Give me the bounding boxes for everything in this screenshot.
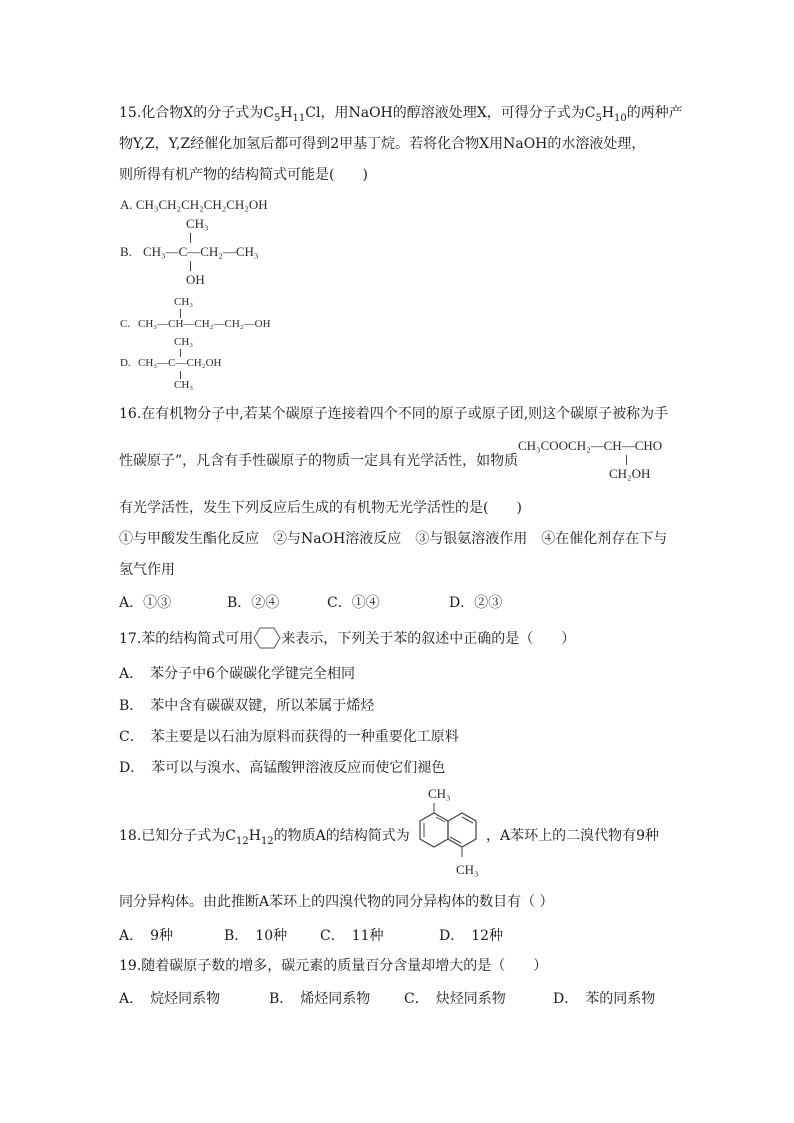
q19-option-c: C． 炔烃同系物: [404, 991, 506, 1007]
q15-option-c-bond: [180, 309, 181, 318]
q18-line-1: 18.已知分子式为$C_{12}H_{12}$的物质A的结构简式为: [119, 828, 410, 847]
q15-option-d-bond-top: [180, 349, 181, 357]
q15-option-d-top-group: CH₃: [174, 336, 194, 348]
q15-option-b-bond-bottom: [190, 261, 191, 271]
q15-option-d-bottom-group: CH₃: [174, 379, 194, 391]
q15-option-b-label: B.: [120, 244, 132, 259]
q19-option-a: A． 烷烃同系物: [119, 991, 221, 1007]
benzene-ring-icon: [253, 627, 281, 649]
q19-option-d: D． 苯的同系物: [553, 991, 656, 1007]
q19-line-1: 19.随着碳原子数的增多，碳元素的质量百分含量却增大的是（ ）: [119, 958, 548, 974]
q17-option-b: B． 苯中含有碳碳双键，所以苯属于烯烃: [119, 698, 375, 714]
q17-option-a: A． 苯分子中6个碳碳化学键完全相同: [119, 666, 356, 682]
q15-line-2: 物Y,Z，Y,Z经催化加氢后都可得到2甲基丁烷。若将化合物X用NaOH的水溶液处理，: [119, 136, 646, 152]
q15-option-d-bond-bottom: [180, 371, 181, 379]
q15-option-c-top-group: CH₃: [174, 296, 194, 308]
q18-option-c: C． 11种: [320, 928, 384, 944]
q18-option-a: A． 9种: [119, 928, 174, 944]
q19-option-b: B． 烯烃同系物: [269, 991, 371, 1007]
q18-line-2: 同分异构体。由此推断A苯环上的四溴代物的同分异构体的数目有（ ）: [119, 894, 554, 910]
q15-option-b-bottom-group: OH: [186, 272, 205, 287]
q15-option-c-label: C.: [120, 318, 131, 330]
q18-option-d: D． 12种: [439, 928, 504, 944]
q17-option-d: D． 苯可以与溴水、高锰酸钾溶液反应而使它们褪色: [119, 760, 446, 776]
q15-option-b-main: CH₃—C—CH₂—CH₃: [143, 244, 259, 259]
q15-line-1: 15.化合物X的分子式为$C_5H_{11}Cl$，用NaOH的醇溶液处理X，可得分子式为$C_5H_{10}$的两种产: [119, 105, 683, 124]
q16-option-d: D．②③: [449, 595, 503, 611]
q15-option-c-main: CH₃—CH—CH₂—CH₂—OH: [138, 318, 271, 330]
q17-option-c: C． 苯主要是以石油为原料而获得的一种重要化工原料: [119, 729, 459, 745]
q15-line-3: 则所得有机产物的结构简式可能是( ): [119, 167, 368, 183]
q15-option-a: A. CH₃CH₂CH₂CH₂CH₂OH: [120, 197, 268, 212]
q18-line-1-end: ，A苯环上的二溴代物有9种: [486, 828, 660, 844]
q16-option-c: C．①④: [327, 595, 380, 611]
q16-option-b: B．②④: [227, 595, 280, 611]
q16-line-1: 16.在有机物分子中,若某个碳原子连接着四个不同的原子或原子团,则这个碳原子被称为手: [119, 406, 669, 422]
q15-option-d-main: CH₃—C—CH₂OH: [138, 357, 222, 369]
q16-line-3: 有光学活性，发生下列反应后生成的有机物无光学活性的是( ): [119, 500, 522, 516]
q16-structure-bond: [626, 455, 627, 465]
q15-option-b-bond-top: [190, 233, 191, 243]
q16-structure-sub: CH₂OH: [609, 466, 651, 481]
q15-option-d-label: D.: [120, 357, 131, 369]
q16-line-5: 氢气作用: [119, 562, 175, 578]
q16-line-4: ①与甲酸发生酯化反应 ②与NaOH溶液反应 ③与银氨溶液作用 ④在催化剂存在下与: [119, 531, 668, 547]
dimethylnaphthalene-structure-icon: [416, 801, 480, 865]
q16-line-2: 性碳原子”，凡含有手性碳原子的物质一定具有光学活性，如物质: [119, 453, 519, 469]
q17-line-1: 17.苯的结构简式可用 来表示，下列关于苯的叙述中正确的是（ ）: [119, 627, 575, 649]
q18-structure-bottom-group: CH₃: [456, 862, 479, 877]
q16-structure-main: CH₃COOCH₂—CH—CHO: [518, 438, 663, 453]
q16-option-a: A．①③: [119, 595, 172, 611]
q15-option-b-top-group: CH₃: [186, 216, 209, 231]
q18-option-b: B． 10种: [224, 928, 288, 944]
q18-structure-top-group: CH₃: [428, 786, 451, 801]
